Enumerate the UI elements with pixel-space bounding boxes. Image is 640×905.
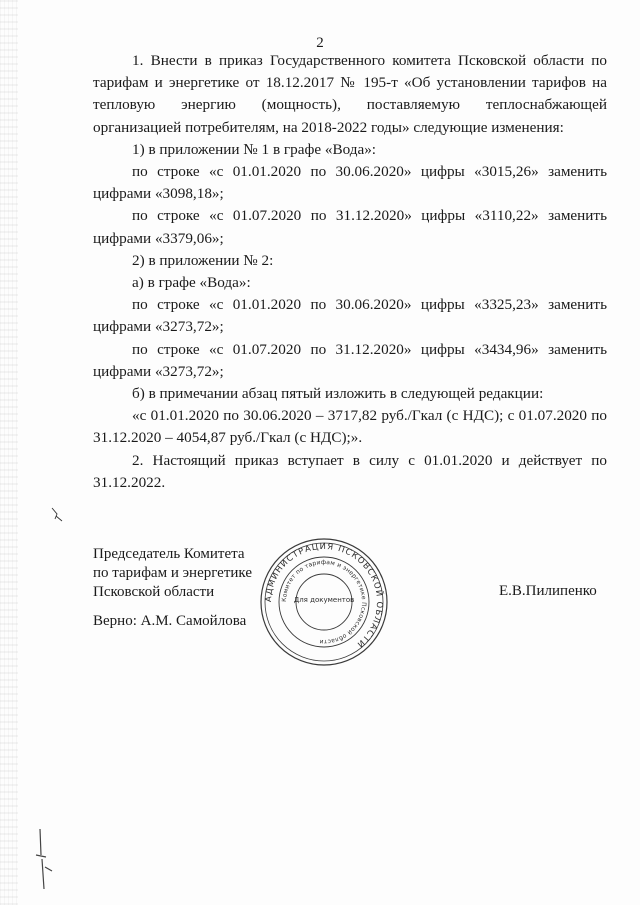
- scan-edge-noise: [0, 0, 18, 905]
- paragraph-effective-date: 2. Настоящий приказ вступает в силу с 01.01.2020 и действует по 31.12.2022.: [93, 451, 607, 491]
- paragraph-note-text: «с 01.01.2020 по 30.06.2020 – 3717,82 руб./Гкал (с НДС); с 01.07.2020 по 31.12.2020 – 4054,87 руб./Гкал (с НДС);».: [93, 407, 607, 447]
- seal-outer-text: АДМИНИСТРАЦИЯ ПСКОВСКОЙ ОБЛАСТИ: [262, 540, 386, 651]
- signature-title-line: Псковской области: [93, 584, 215, 600]
- paragraph-column-water: а) в графе «Вода»:: [132, 274, 251, 292]
- paragraph-row-2: по строке «с 01.07.2020 по 31.12.2020» цифры «3110,22» заменить цифрами «3379,06»;: [93, 207, 607, 247]
- signer-name: Е.В.Пилипенко: [499, 583, 597, 599]
- paragraph-row-1: по строке «с 01.01.2020 по 30.06.2020» цифры «3015,26» заменить цифрами «3098,18»;: [93, 163, 607, 203]
- stray-pen-mark: [50, 505, 70, 525]
- page-number: 2: [316, 35, 324, 51]
- paragraph-row-3: по строке «с 01.01.2020 по 30.06.2020» цифры «3325,23» заменить цифрами «3273,72»;: [93, 296, 607, 336]
- official-seal: [258, 536, 390, 668]
- signature-title: [93, 545, 252, 602]
- signature-title-line: по тарифам и энергетике: [93, 565, 252, 581]
- seal-inner-text: Комитет по тарифам и энергетике Псковской области: [280, 558, 368, 646]
- certified-copy-note: Верно: А.М. Самойлова: [93, 613, 247, 629]
- signature-title-line: Председатель Комитета: [93, 546, 245, 562]
- stray-ink-mark: [32, 825, 58, 895]
- paragraph-note: б) в примечании абзац пятый изложить в следующей редакции:: [132, 385, 544, 403]
- paragraph-amendment-intro: 1. Внести в приказ Государственного комитета Псковской области по тарифам и энергетике от 18.12.2017 № 195-т «Об установлении тарифов на тепловую энергию (мощность), поставляемую теплоснабжающей организацией потребителям, на 2018-2022 годы» следующие изменения:: [93, 52, 607, 136]
- paragraph-appendix-1: 1) в приложении № 1 в графе «Вода»:: [132, 140, 377, 158]
- document-body: [93, 50, 607, 494]
- paragraph-row-4: по строке «с 01.07.2020 по 31.12.2020» цифры «3434,96» заменить цифрами «3273,72»;: [93, 340, 607, 380]
- paragraph-appendix-2: 2) в приложении № 2:: [132, 251, 274, 269]
- seal-center-text: Для документов: [293, 596, 355, 604]
